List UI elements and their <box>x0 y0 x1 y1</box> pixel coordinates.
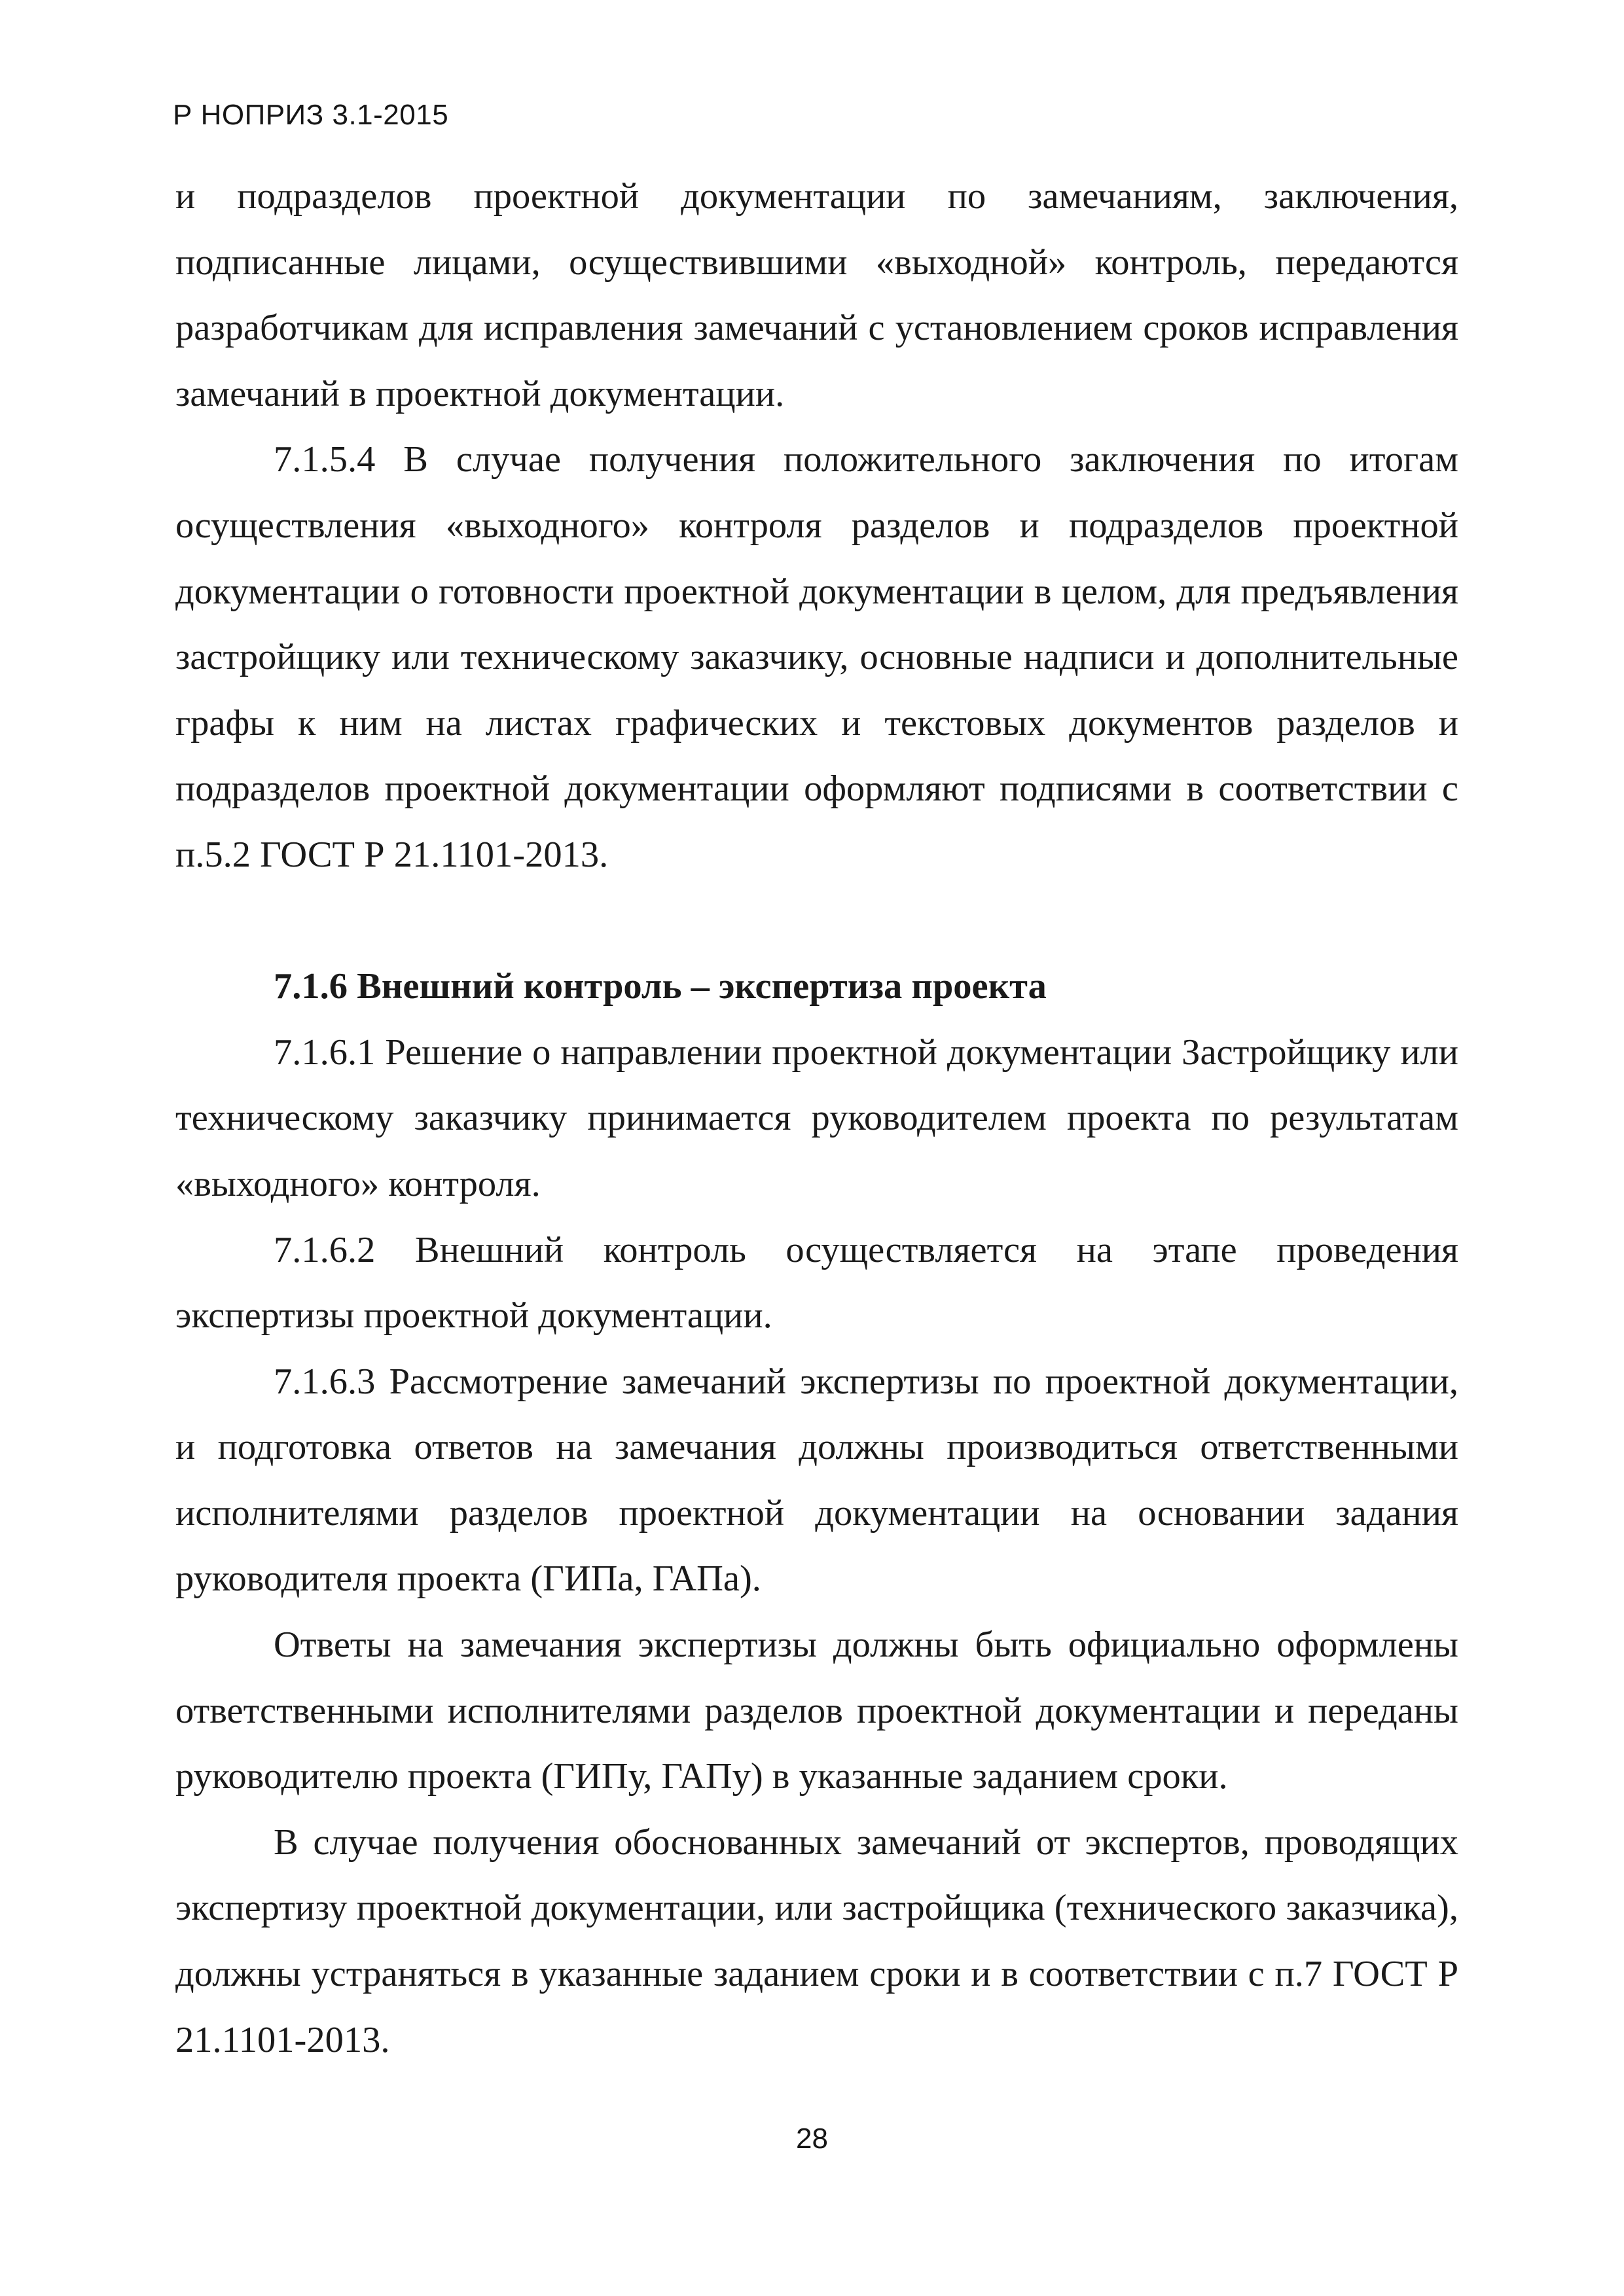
page-content <box>175 164 1458 2073</box>
paragraph-answers: Ответы на замечания экспертизы должны быть официально оформлены ответственными исполнителями разделов проектной документации и переданы руководителю проекта (ГИПу, ГАПу) в указанные заданием сроки. <box>175 1624 1458 1797</box>
document-header: Р НОПРИЗ 3.1-2015 <box>173 99 449 131</box>
paragraph-7-1-6-3: 7.1.6.3 Рассмотрение замечаний экспертизы по проектной документации, и подготовка ответов на замечания должны производиться ответственными исполнителями разделов проектной документации на основании задания руководителя проекта (ГИПа, ГАПа). <box>175 1361 1458 1600</box>
page-number: 28 <box>796 2123 828 2155</box>
paragraph-remarks: В случае получения обоснованных замечаний от экспертов, проводящих экспертизу проектной документации, или застройщика (технического заказчика), должны устраняться в указанные заданием сроки и в соответствии с п.7 ГОСТ Р 21.1101-2013. <box>175 1821 1458 2060</box>
paragraph-7-1-6-1: 7.1.6.1 Решение о направлении проектной документации Застройщику или техническому заказчику принимается руководителем проекта по результатам «выходного» контроля. <box>175 1031 1458 1204</box>
paragraph-7-1-6-2: 7.1.6.2 Внешний контроль осуществляется на этапе проведения экспертизы проектной документации. <box>175 1229 1458 1336</box>
paragraph-7-1-5-4: 7.1.5.4 В случае получения положительного заключения по итогам осуществления «выходного» контроля разделов и подразделов проектной документации о готовности проектной документации в целом, для предъявления застройщику или техническому заказчику, основные надписи и дополнительные графы к ним на листах графических и текстовых документов разделов и подразделов проектной документации оформляют подписями в соответствии с п.5.2 ГОСТ Р 21.1101-2013. <box>175 439 1458 875</box>
section-heading-7-1-6: 7.1.6 Внешний контроль – экспертиза проекта <box>274 966 1047 1007</box>
paragraph-continuation: и подразделов проектной документации по замечаниям, заключения, подписанные лицами, осуществившими «выходной» контроль, передаются разработчикам для исправления замечаний с установлением сроков исправления замечаний в проектной документации. <box>175 176 1458 414</box>
